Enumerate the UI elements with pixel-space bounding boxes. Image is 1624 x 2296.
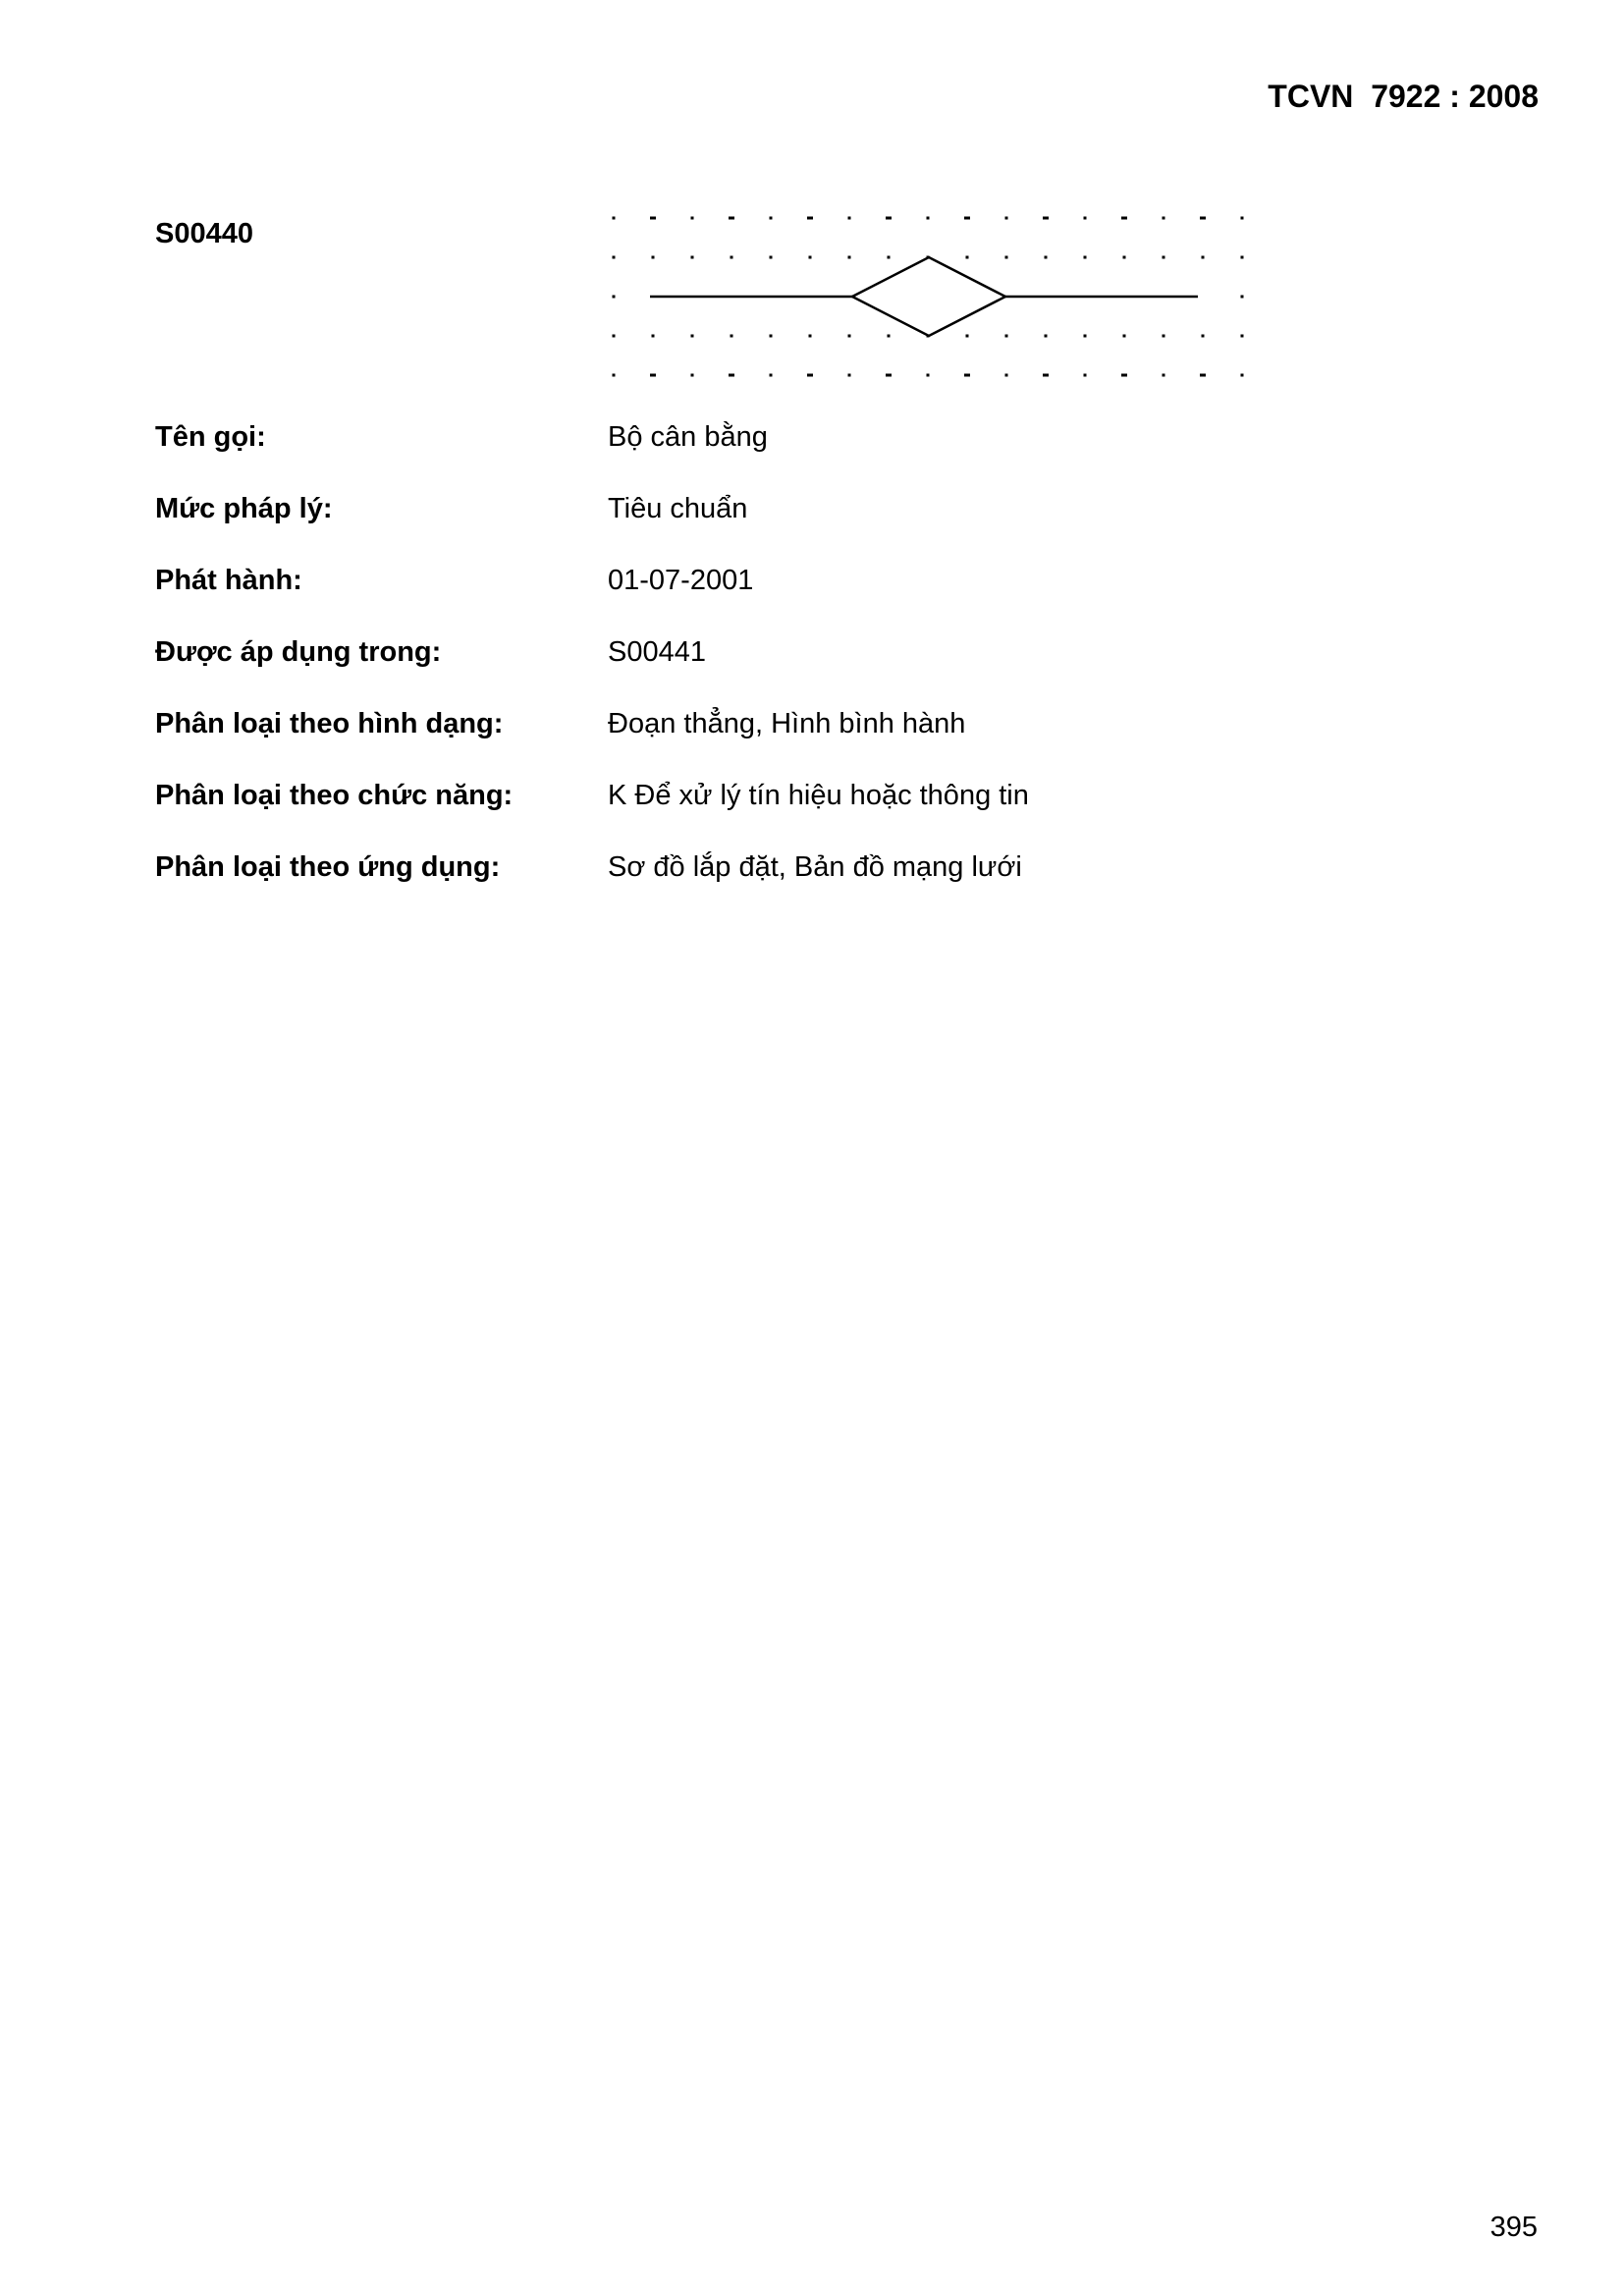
grid-dot <box>1200 217 1206 220</box>
grid-dot <box>1084 256 1087 259</box>
grid-dot <box>770 217 773 220</box>
field-label: Được áp dụng trong: <box>155 636 442 668</box>
grid-dot <box>731 256 733 259</box>
grid-dot <box>1084 217 1087 220</box>
grid-dot <box>809 335 812 338</box>
grid-dot <box>691 256 694 259</box>
field-label: Phát hành: <box>155 565 302 596</box>
grid-dot <box>650 374 656 377</box>
grid-dot <box>1241 335 1244 338</box>
grid-dot <box>652 335 655 338</box>
grid-dot <box>1200 374 1206 377</box>
grid-dot <box>729 217 734 220</box>
grid-dot <box>964 374 970 377</box>
grid-dot <box>731 335 733 338</box>
grid-dot <box>888 335 891 338</box>
grid-dot <box>964 217 970 220</box>
grid-dot <box>1121 374 1127 377</box>
grid-dot <box>691 335 694 338</box>
grid-dot <box>888 256 891 259</box>
field-value: S00441 <box>608 636 706 668</box>
diamond-shape <box>852 257 1005 336</box>
field-value: Tiêu chuẩn <box>608 493 748 524</box>
symbol-code: S00440 <box>155 218 253 249</box>
grid-dot <box>652 256 655 259</box>
balancer-symbol-icon <box>599 204 1247 381</box>
grid-dot <box>886 374 892 377</box>
grid-dot <box>1005 335 1008 338</box>
grid-dot <box>1121 217 1127 220</box>
grid-dot <box>1241 374 1244 377</box>
field-label: Phân loại theo hình dạng: <box>155 708 504 739</box>
grid-dot <box>613 335 616 338</box>
grid-dot <box>691 374 694 377</box>
grid-dot <box>613 296 616 299</box>
field-value: Bộ cân bằng <box>608 421 768 453</box>
grid-dot <box>1043 374 1049 377</box>
grid-dot <box>848 335 851 338</box>
grid-dot <box>1163 256 1165 259</box>
grid-dot <box>807 217 813 220</box>
grid-dot <box>1123 335 1126 338</box>
page-number: 395 <box>1489 2212 1538 2243</box>
standard-header: TCVN 7922 : 2008 <box>1268 79 1539 114</box>
grid-dot <box>613 256 616 259</box>
grid-dot <box>691 217 694 220</box>
field-label: Mức pháp lý: <box>155 493 333 524</box>
grid-dot <box>1202 335 1205 338</box>
grid-dot <box>1241 217 1244 220</box>
field-value: Sơ đồ lắp đặt, Bản đồ mạng lưới <box>608 851 1022 883</box>
grid-dot <box>650 217 656 220</box>
grid-dot <box>927 217 930 220</box>
grid-dot <box>848 217 851 220</box>
grid-dot <box>1043 217 1049 220</box>
grid-dot <box>613 374 616 377</box>
grid-dot <box>729 374 734 377</box>
grid-dot <box>770 256 773 259</box>
grid-dot <box>848 374 851 377</box>
grid-dot <box>1123 256 1126 259</box>
grid-dot <box>1045 335 1048 338</box>
field-label: Tên gọi: <box>155 421 266 453</box>
field-label: Phân loại theo chức năng: <box>155 780 514 811</box>
field-value: 01-07-2001 <box>608 565 754 596</box>
grid-dot <box>1045 256 1048 259</box>
grid-dot <box>1005 256 1008 259</box>
grid-dot <box>1005 217 1008 220</box>
grid-dot <box>1241 256 1244 259</box>
grid-dot <box>1084 374 1087 377</box>
field-value: K Để xử lý tín hiệu hoặc thông tin <box>608 780 1029 811</box>
grid-dot <box>770 335 773 338</box>
field-label: Phân loại theo ứng dụng: <box>155 851 501 883</box>
grid-dot <box>770 374 773 377</box>
grid-dot <box>809 256 812 259</box>
grid-dot <box>927 374 930 377</box>
grid-dot <box>886 217 892 220</box>
grid-dot <box>1163 335 1165 338</box>
grid-dot <box>1202 256 1205 259</box>
grid-dot <box>1163 374 1165 377</box>
grid-dot <box>966 335 969 338</box>
field-value: Đoạn thẳng, Hình bình hành <box>608 708 966 739</box>
grid-dot <box>1005 374 1008 377</box>
grid-dot <box>807 374 813 377</box>
grid-dot <box>848 256 851 259</box>
grid-dot <box>966 256 969 259</box>
grid-dot <box>613 217 616 220</box>
grid-dot <box>1163 217 1165 220</box>
grid-dot <box>1241 296 1244 299</box>
grid-dot <box>1084 335 1087 338</box>
